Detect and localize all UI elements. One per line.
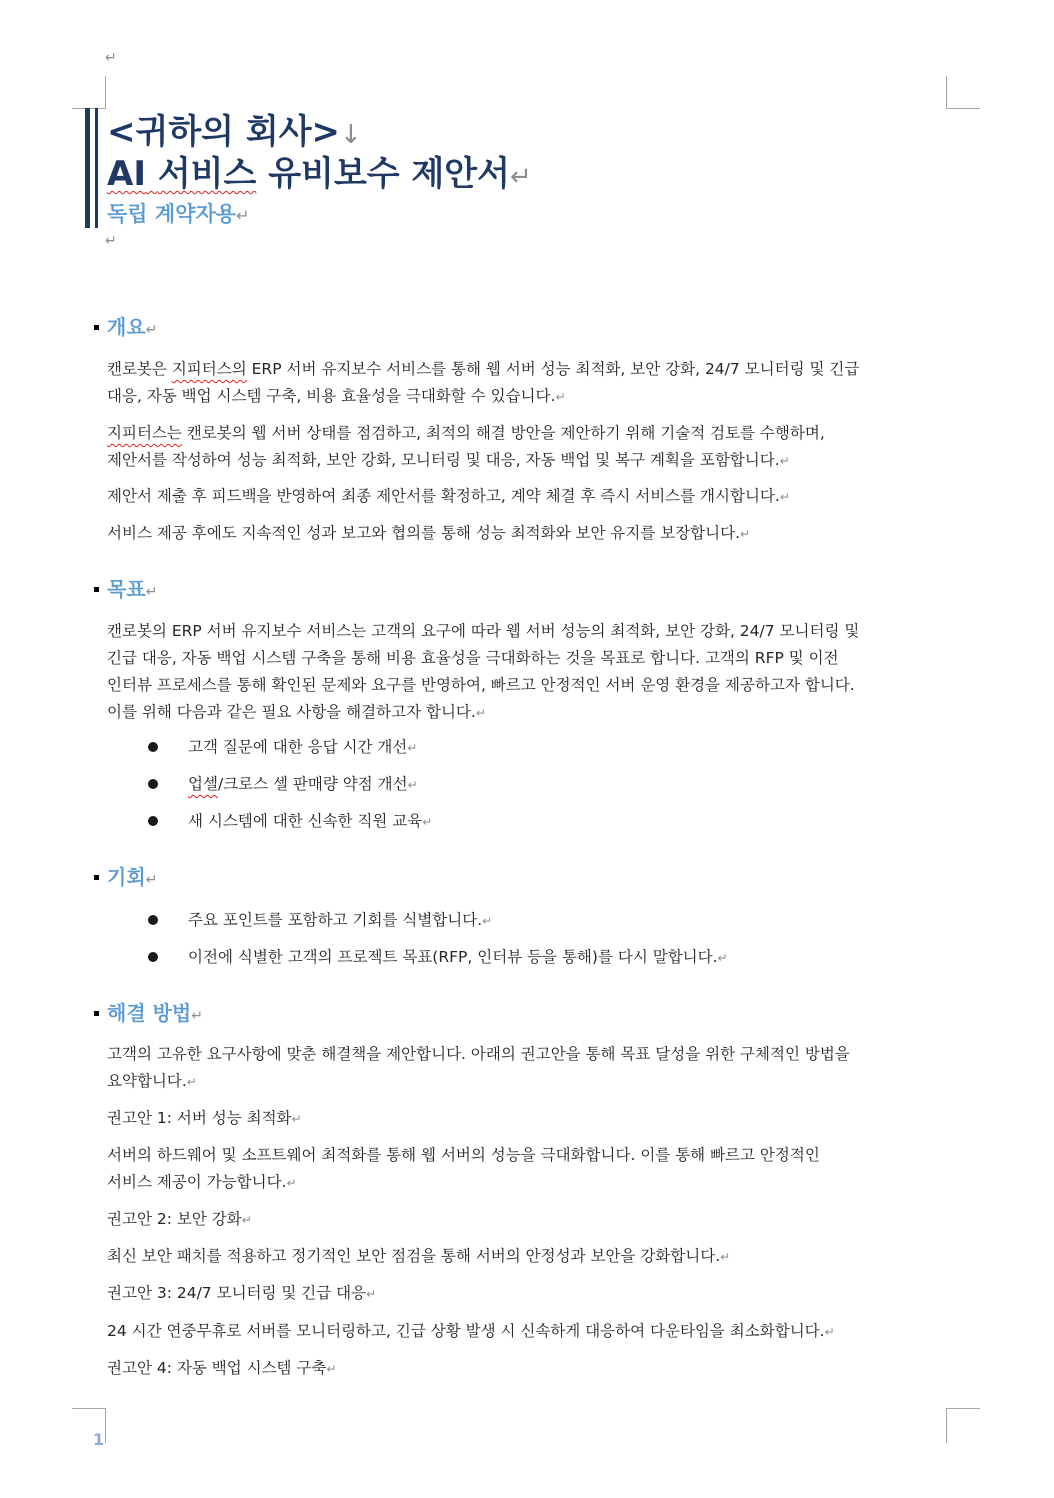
paragraph-mark: ↵ <box>236 206 250 225</box>
recommendation-2-title[interactable]: 권고안 2: 보안 강화↵ <box>107 1210 252 1228</box>
crop-mark-top-right <box>946 76 980 109</box>
crop-mark-top-left <box>72 76 106 109</box>
bullet-dot <box>148 742 158 752</box>
title-bar-thin <box>95 108 98 228</box>
paragraph-mark: ↵ <box>779 490 790 504</box>
paragraph-mark: ↵ <box>105 50 117 66</box>
paragraph-mark: ↵ <box>286 1176 297 1190</box>
heading-bullet <box>94 875 99 880</box>
paragraph-mark: ↵ <box>740 527 751 541</box>
paragraph-mark: ↵ <box>326 1362 337 1376</box>
document-title[interactable]: AI 서비스 유비보수 제안서↵ <box>107 154 532 194</box>
recommendation-1-body[interactable]: 서버의 하드웨어 및 소프트웨어 최적화를 통해 웹 서버의 성능을 극대화합니다. 이를 통해 빠르고 안정적인 서비스 제공이 가능합니다.↵ <box>107 1146 820 1191</box>
paragraph-mark: ↵ <box>779 454 790 468</box>
spellcheck-word: 업셀 <box>188 775 218 793</box>
recommendation-4-title[interactable]: 권고안 4: 자동 백업 시스템 구축↵ <box>107 1359 337 1377</box>
overview-paragraph-1[interactable]: 캔로봇은 지피터스의 ERP 서버 유지보수 서비스를 통해 웹 서버 성능 최적화, 보안 강화, 24/7 모니터링 및 긴급 대응, 자동 백업 시스템 구축, 비용 효율성을 극대화할 수 있습니다.↵ <box>107 360 860 405</box>
paragraph-mark: ↵ <box>407 741 418 755</box>
paragraph-mark: ↵ <box>186 1075 197 1089</box>
paragraph-mark: ↵ <box>145 322 158 338</box>
paragraph-mark: ↵ <box>509 162 532 192</box>
bullet-dot <box>148 952 158 962</box>
heading-bullet <box>94 587 99 592</box>
title-bar <box>85 108 90 228</box>
crop-mark-bottom-right <box>946 1408 980 1443</box>
company-name[interactable]: <귀하의 회사>↓ <box>107 112 362 152</box>
paragraph-mark: ↵ <box>291 1112 302 1126</box>
recommendation-3-body[interactable]: 24 시간 연중무휴로 서버를 모니터링하고, 긴급 상황 발생 시 신속하게 대응하여 다운타임을 최소화합니다.↵ <box>107 1322 835 1340</box>
recommendation-3-title[interactable]: 권고안 3: 24/7 모니터링 및 긴급 대응↵ <box>107 1284 377 1302</box>
paragraph-mark: ↵ <box>422 815 433 829</box>
paragraph-mark: ↵ <box>145 584 158 600</box>
page-number: 1 <box>93 1430 105 1449</box>
spellcheck-word: AI 서비스 <box>107 154 257 194</box>
paragraph-mark: ↵ <box>720 1250 731 1264</box>
paragraph-mark: ↵ <box>105 233 117 249</box>
line-break-mark: ↓ <box>340 120 362 150</box>
goals-paragraph[interactable]: 캔로봇의 ERP 서버 유지보수 서비스는 고객의 요구에 따라 웹 서버 성능의 최적화, 보안 강화, 24/7 모니터링 및 긴급 대응, 자동 백업 시스템 구축을 통해 비용 효율성을 극대화하는 것을 목표로 합니다. 고객의 RFP 및 이전 인터뷰 프로세스를 통해 확인된 문제와 요구를 반영하여, 빠르고 안정적인 서버 운영 환경을 제공하고자 합니다. 이를 위해 다음과 같은 필요 사항을 해결하고자 합니다.↵ <box>107 622 860 721</box>
heading-bullet <box>94 325 99 330</box>
heading-bullet <box>94 1011 99 1016</box>
recommendation-2-body[interactable]: 최신 보안 패치를 적용하고 정기적인 보안 점검을 통해 서버의 안정성과 보안을 강화합니다.↵ <box>107 1247 731 1265</box>
paragraph-mark: ↵ <box>555 390 566 404</box>
paragraph-mark: ↵ <box>717 951 728 965</box>
paragraph-mark: ↵ <box>482 914 493 928</box>
overview-paragraph-2[interactable]: 지피터스는 캔로봇의 웹 서버 상태를 점검하고, 최적의 해결 방안을 제안하기 위해 기술적 검토를 수행하며, 제안서를 작성하여 성능 최적화, 보안 강화, 모니터링 및 대응, 자동 백업 및 복구 계획을 포함합니다.↵ <box>107 424 825 469</box>
spellcheck-word: 지피터스는 <box>107 424 182 442</box>
overview-paragraph-4[interactable]: 서비스 제공 후에도 지속적인 성과 보고와 협의를 통해 성능 최적화와 보안 유지를 보장합니다.↵ <box>107 524 751 542</box>
bullet-dot <box>148 915 158 925</box>
paragraph-mark: ↵ <box>475 706 486 720</box>
recommendation-1-title[interactable]: 권고안 1: 서버 성능 최적화↵ <box>107 1109 302 1127</box>
paragraph-mark: ↵ <box>241 1213 252 1227</box>
bullet-dot <box>148 779 158 789</box>
spellcheck-word: 지피터스의 <box>171 360 247 378</box>
bullet-dot <box>148 816 158 826</box>
paragraph-mark: ↵ <box>191 1008 203 1024</box>
paragraph-mark: ↵ <box>366 1287 377 1301</box>
paragraph-mark: ↵ <box>824 1325 835 1339</box>
paragraph-mark: ↵ <box>407 778 418 792</box>
solution-paragraph[interactable]: 고객의 고유한 요구사항에 맞춘 해결책을 제안합니다. 아래의 권고안을 통해 목표 달성을 위한 구체적인 방법을 요약합니다.↵ <box>107 1045 850 1090</box>
document-subtitle[interactable]: 독립 계약자용↵ <box>107 202 250 226</box>
paragraph-mark: ↵ <box>145 872 158 888</box>
overview-paragraph-3[interactable]: 제안서 제출 후 피드백을 반영하여 최종 제안서를 확정하고, 계약 체결 후 즉시 서비스를 개시합니다.↵ <box>107 487 790 505</box>
